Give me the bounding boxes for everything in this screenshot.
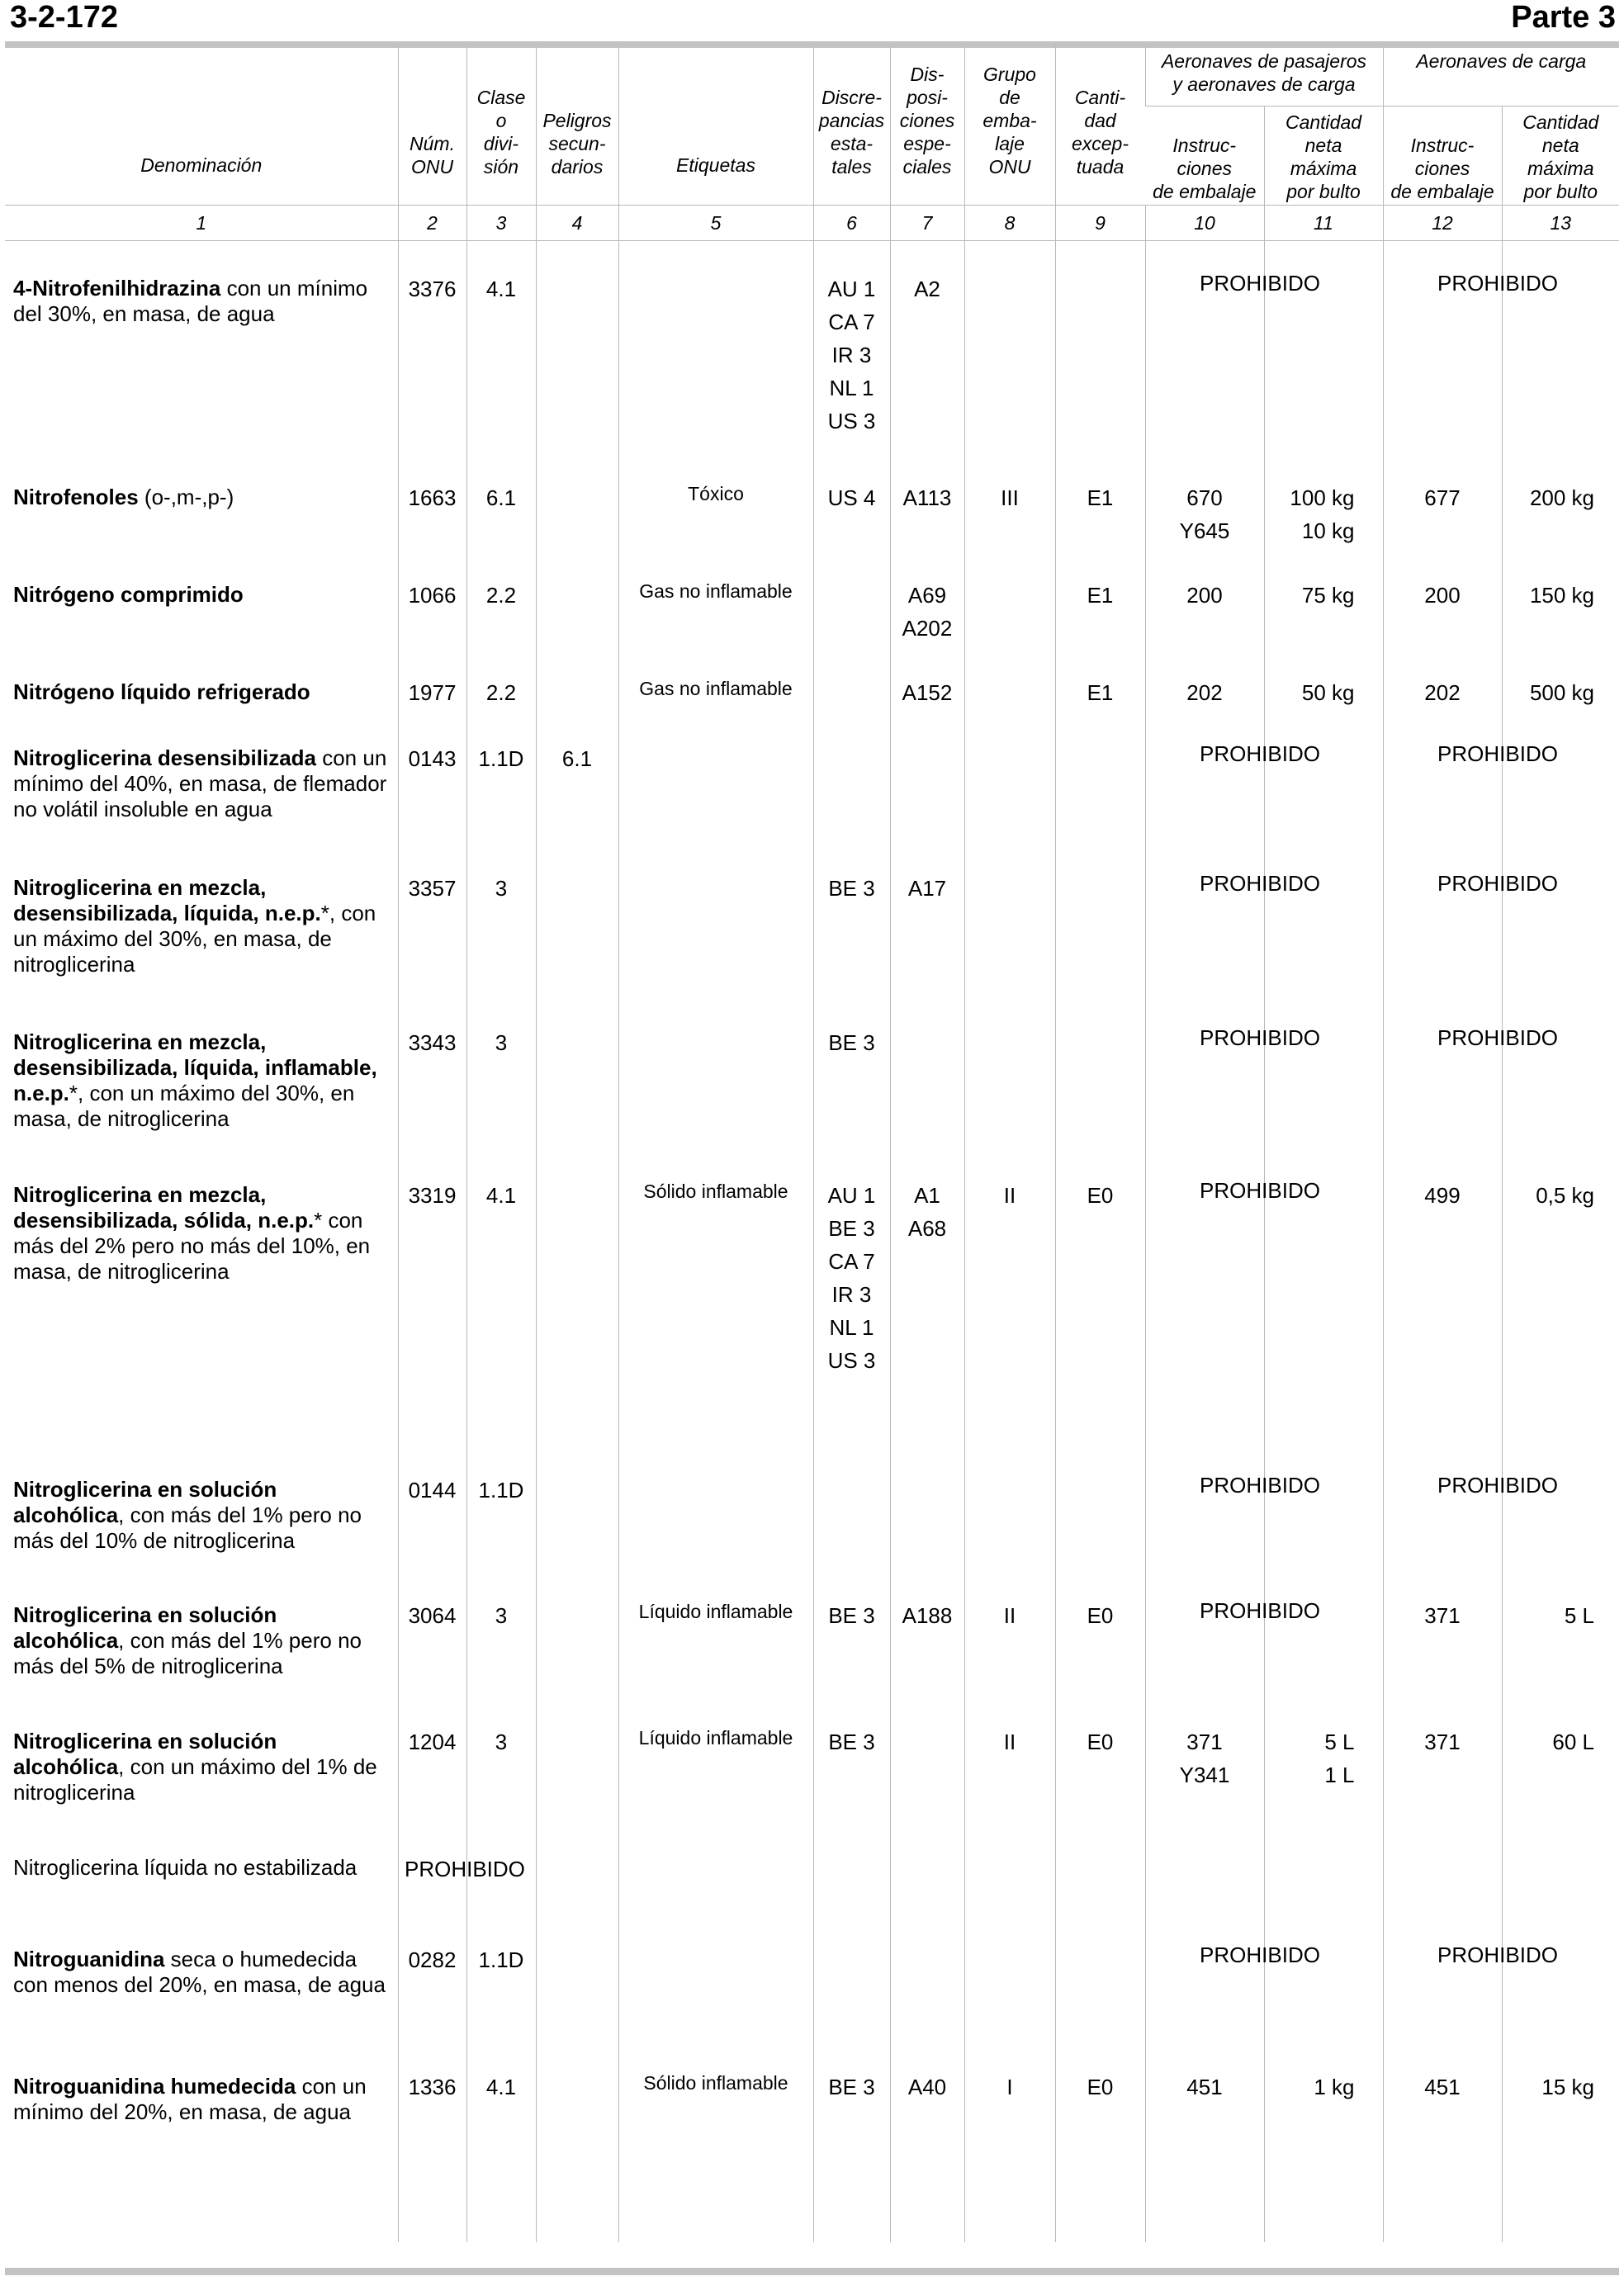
subsidiary-hazard-cell bbox=[536, 840, 618, 995]
onu-cell: 3064 bbox=[398, 1568, 466, 1694]
passenger-instruction-cell: 202 bbox=[1145, 645, 1264, 711]
header-denominacion: Denominación bbox=[5, 46, 398, 205]
class-cell: 3 bbox=[466, 1568, 536, 1694]
packing-group-cell: II bbox=[964, 1694, 1055, 1820]
special-provision-cell bbox=[890, 1442, 964, 1568]
cargo-quantity-cell: 200 kg bbox=[1502, 450, 1619, 547]
cargo-quantity-cell: 150 kg bbox=[1502, 547, 1619, 645]
packing-group-cell bbox=[964, 1820, 1055, 1912]
header-pass-cantidad: Cantidad neta máxima por bulto bbox=[1264, 106, 1383, 205]
packing-group-cell bbox=[964, 995, 1055, 1148]
packing-group-cell bbox=[964, 1912, 1055, 2039]
cargo-instruction-cell: 451 bbox=[1383, 2039, 1502, 2242]
header-cargo-instrucciones: Instruc- ciones de embalaje bbox=[1383, 106, 1502, 205]
denominacion-cell bbox=[5, 240, 398, 450]
denominacion-cell bbox=[5, 2039, 398, 2242]
packing-group-cell bbox=[964, 711, 1055, 840]
onu-cell: 1336 bbox=[398, 2039, 466, 2242]
onu-cell: 3357 bbox=[398, 840, 466, 995]
special-provision-cell: A1 A68 bbox=[890, 1148, 964, 1442]
state-variation-cell bbox=[813, 1820, 890, 1912]
state-variation-cell: US 4 bbox=[813, 450, 890, 547]
substance-description: Nitroglicerina líquida no estabilizada bbox=[13, 1855, 357, 1880]
header-cargo-cantidad: Cantidad neta máxima por bulto bbox=[1502, 106, 1619, 205]
packing-group-cell bbox=[964, 240, 1055, 450]
denominacion-cell bbox=[5, 645, 398, 711]
onu-cell: 3319 bbox=[398, 1148, 466, 1442]
special-provision-cell bbox=[890, 711, 964, 840]
subsidiary-hazard-cell bbox=[536, 547, 618, 645]
packing-group-cell: III bbox=[964, 450, 1055, 547]
passenger-prohibido: PROHIBIDO bbox=[1200, 741, 1320, 766]
header-num-onu: Núm. ONU bbox=[398, 46, 466, 205]
passenger-quantity-cell bbox=[1264, 840, 1383, 995]
substance-name: 4-Nitrofenilhidrazina bbox=[13, 275, 221, 301]
column-number: 13 bbox=[1502, 205, 1619, 240]
passenger-prohibido: PROHIBIDO bbox=[1200, 1473, 1320, 1498]
table-row bbox=[5, 1148, 1619, 1442]
passenger-quantity-cell bbox=[1264, 1820, 1383, 1912]
onu-cell: 3376 bbox=[398, 240, 466, 450]
cargo-prohibido: PROHIBIDO bbox=[1437, 1473, 1558, 1498]
cargo-prohibido: PROHIBIDO bbox=[1437, 871, 1558, 896]
substance-description: (o-,m-,p-) bbox=[138, 485, 234, 509]
cargo-quantity-cell bbox=[1502, 1820, 1619, 1912]
table-body bbox=[5, 240, 1619, 2242]
bottom-rule bbox=[5, 2268, 1619, 2275]
substance-name: Nitrógeno líquido refrigerado bbox=[13, 679, 310, 704]
substance-name: Nitroglicerina en solución alcohólica bbox=[13, 1602, 277, 1653]
passenger-instruction-cell: 200 bbox=[1145, 547, 1264, 645]
onu-cell: 0144 bbox=[398, 1442, 466, 1568]
cargo-instruction-cell bbox=[1383, 1820, 1502, 1912]
cargo-instruction-cell: 677 bbox=[1383, 450, 1502, 547]
passenger-quantity-cell: 50 kg bbox=[1264, 645, 1383, 711]
denominacion-cell bbox=[5, 1442, 398, 1568]
special-provision-cell bbox=[890, 995, 964, 1148]
table-row bbox=[5, 450, 1619, 547]
header-peligros: Peligros secun- darios bbox=[536, 46, 618, 205]
packing-group-cell bbox=[964, 840, 1055, 995]
page-code: 3-2-172 bbox=[10, 0, 118, 35]
cargo-quantity-cell: 60 L bbox=[1502, 1694, 1619, 1820]
denominacion-cell bbox=[5, 1568, 398, 1694]
denominacion-cell bbox=[5, 1912, 398, 2039]
substance-name: Nitroglicerina desensibilizada bbox=[13, 745, 316, 770]
state-variation-cell: BE 3 bbox=[813, 2039, 890, 2242]
cargo-quantity-cell bbox=[1502, 1912, 1619, 2039]
denominacion-cell bbox=[5, 995, 398, 1148]
column-number: 3 bbox=[466, 205, 536, 240]
special-provision-cell: A113 bbox=[890, 450, 964, 547]
packing-group-cell bbox=[964, 547, 1055, 645]
table-row bbox=[5, 711, 1619, 840]
passenger-prohibido: PROHIBIDO bbox=[1200, 271, 1320, 296]
passenger-instruction-cell: 451 bbox=[1145, 2039, 1264, 2242]
state-variation-cell bbox=[813, 1442, 890, 1568]
excepted-quantity-cell: E0 bbox=[1055, 1694, 1145, 1820]
label-cell bbox=[618, 240, 813, 450]
label-cell: Sólido inflamable bbox=[618, 2039, 813, 2242]
onu-cell: 0282 bbox=[398, 1912, 466, 2039]
subsidiary-hazard-cell bbox=[536, 1694, 618, 1820]
substance-description: con un mínimo del 30%, en masa, de agua bbox=[13, 275, 368, 326]
cargo-quantity-cell: 5 L bbox=[1502, 1568, 1619, 1694]
state-variation-cell bbox=[813, 711, 890, 840]
denominacion-cell bbox=[5, 1148, 398, 1442]
table-row bbox=[5, 547, 1619, 645]
column-number: 12 bbox=[1383, 205, 1502, 240]
special-provision-cell: A69 A202 bbox=[890, 547, 964, 645]
excepted-quantity-cell bbox=[1055, 240, 1145, 450]
subsidiary-hazard-cell bbox=[536, 995, 618, 1148]
subsidiary-hazard-cell bbox=[536, 1568, 618, 1694]
label-cell: Líquido inflamable bbox=[618, 1568, 813, 1694]
class-cell: 1.1D bbox=[466, 1442, 536, 1568]
substance-description: *, con un máximo del 30%, en masa, de nitroglicerina bbox=[13, 901, 376, 977]
header-grupo: Grupo de emba- laje ONU bbox=[964, 46, 1055, 205]
header-cantidad-exceptuada: Canti- dad excep- tuada bbox=[1055, 46, 1145, 205]
cargo-instruction-cell: 202 bbox=[1383, 645, 1502, 711]
column-number: 6 bbox=[813, 205, 890, 240]
packing-group-cell: I bbox=[964, 2039, 1055, 2242]
passenger-prohibido: PROHIBIDO bbox=[1200, 1178, 1320, 1203]
excepted-quantity-cell bbox=[1055, 1912, 1145, 2039]
passenger-prohibido: PROHIBIDO bbox=[1200, 871, 1320, 896]
subsidiary-hazard-cell bbox=[536, 2039, 618, 2242]
class-cell: 2.2 bbox=[466, 645, 536, 711]
cargo-instruction-cell bbox=[1383, 1442, 1502, 1568]
onu-cell: 1204 bbox=[398, 1694, 466, 1820]
excepted-quantity-cell bbox=[1055, 840, 1145, 995]
cargo-prohibido: PROHIBIDO bbox=[1437, 1025, 1558, 1050]
table-row bbox=[5, 1694, 1619, 1820]
passenger-instruction-cell: 670 Y645 bbox=[1145, 450, 1264, 547]
state-variation-cell: AU 1 BE 3 CA 7 IR 3 NL 1 US 3 bbox=[813, 1148, 890, 1442]
column-number: 2 bbox=[398, 205, 466, 240]
special-provision-cell bbox=[890, 1820, 964, 1912]
class-cell: 6.1 bbox=[466, 450, 536, 547]
passenger-quantity-cell bbox=[1264, 1912, 1383, 2039]
onu-cell: 1663 bbox=[398, 450, 466, 547]
dangerous-goods-table bbox=[5, 46, 1619, 2242]
column-number: 11 bbox=[1264, 205, 1383, 240]
table-row bbox=[5, 1912, 1619, 2039]
denominacion-cell bbox=[5, 450, 398, 547]
cargo-instruction-cell bbox=[1383, 995, 1502, 1148]
state-variation-cell: BE 3 bbox=[813, 1568, 890, 1694]
column-number: 10 bbox=[1145, 205, 1264, 240]
special-provision-cell: A17 bbox=[890, 840, 964, 995]
onu-cell: 0143 bbox=[398, 711, 466, 840]
subsidiary-hazard-cell bbox=[536, 1820, 618, 1912]
subsidiary-hazard-cell bbox=[536, 645, 618, 711]
cargo-instruction-cell: 200 bbox=[1383, 547, 1502, 645]
column-number: 9 bbox=[1055, 205, 1145, 240]
label-cell bbox=[618, 840, 813, 995]
cargo-quantity-cell: 0,5 kg bbox=[1502, 1148, 1619, 1442]
passenger-instruction-cell bbox=[1145, 840, 1264, 995]
header-etiquetas: Etiquetas bbox=[618, 46, 813, 205]
label-cell bbox=[618, 1912, 813, 2039]
state-variation-cell: BE 3 bbox=[813, 840, 890, 995]
onu-cell: 1977 bbox=[398, 645, 466, 711]
passenger-instruction-cell: 371 Y341 bbox=[1145, 1694, 1264, 1820]
substance-description: * con más del 2% pero no más del 10%, en masa, de nitroglicerina bbox=[13, 1208, 371, 1284]
header-disposiciones: Dis- posi- ciones espe- ciales bbox=[890, 46, 964, 205]
cargo-instruction-cell: 371 bbox=[1383, 1568, 1502, 1694]
column-number: 4 bbox=[536, 205, 618, 240]
excepted-quantity-cell bbox=[1055, 995, 1145, 1148]
label-cell: Gas no inflamable bbox=[618, 547, 813, 645]
label-cell: Tóxico bbox=[618, 450, 813, 547]
class-cell: 1.1D bbox=[466, 711, 536, 840]
packing-group-cell: II bbox=[964, 1148, 1055, 1442]
label-cell bbox=[618, 1442, 813, 1568]
cargo-instruction-cell bbox=[1383, 711, 1502, 840]
excepted-quantity-cell bbox=[1055, 1442, 1145, 1568]
subsidiary-hazard-cell bbox=[536, 1442, 618, 1568]
table-row bbox=[5, 1442, 1619, 1568]
onu-cell: 3343 bbox=[398, 995, 466, 1148]
cargo-quantity-cell bbox=[1502, 840, 1619, 995]
denominacion-cell bbox=[5, 1820, 398, 1912]
class-cell: 3 bbox=[466, 995, 536, 1148]
passenger-instruction-cell bbox=[1145, 711, 1264, 840]
denominacion-cell bbox=[5, 711, 398, 840]
cargo-quantity-cell bbox=[1502, 1442, 1619, 1568]
header-pass-instrucciones: Instruc- ciones de embalaje bbox=[1145, 106, 1264, 205]
passenger-instruction-cell bbox=[1145, 1568, 1264, 1694]
class-cell: 4.1 bbox=[466, 2039, 536, 2242]
special-provision-cell bbox=[890, 1694, 964, 1820]
column-number: 7 bbox=[890, 205, 964, 240]
class-cell: 4.1 bbox=[466, 1148, 536, 1442]
packing-group-cell bbox=[964, 645, 1055, 711]
state-variation-cell bbox=[813, 645, 890, 711]
label-cell: Líquido inflamable bbox=[618, 1694, 813, 1820]
cargo-prohibido: PROHIBIDO bbox=[1437, 741, 1558, 766]
header-pasajeros-group: Aeronaves de pasajeros y aeronaves de carga bbox=[1145, 46, 1383, 106]
substance-description: *, con un máximo del 30%, en masa, de nitroglicerina bbox=[13, 1081, 355, 1131]
class-cell: 3 bbox=[466, 840, 536, 995]
onu-cell: 1066 bbox=[398, 547, 466, 645]
label-cell: Sólido inflamable bbox=[618, 1148, 813, 1442]
subsidiary-hazard-cell bbox=[536, 450, 618, 547]
class-cell: 1.1D bbox=[466, 1912, 536, 2039]
cargo-prohibido: PROHIBIDO bbox=[1437, 1943, 1558, 1967]
excepted-quantity-cell bbox=[1055, 1820, 1145, 1912]
column-number: 5 bbox=[618, 205, 813, 240]
packing-group-cell bbox=[964, 1442, 1055, 1568]
subsidiary-hazard-cell bbox=[536, 240, 618, 450]
class-cell: 4.1 bbox=[466, 240, 536, 450]
substance-name: Nitrógeno comprimido bbox=[13, 582, 244, 607]
special-provision-cell: A152 bbox=[890, 645, 964, 711]
passenger-instruction-cell bbox=[1145, 1820, 1264, 1912]
state-variation-cell bbox=[813, 547, 890, 645]
cargo-instruction-cell: 499 bbox=[1383, 1148, 1502, 1442]
passenger-quantity-cell bbox=[1264, 1442, 1383, 1568]
cargo-instruction-cell: 371 bbox=[1383, 1694, 1502, 1820]
table-row bbox=[5, 995, 1619, 1148]
substance-name: Nitroglicerina en solución alcohólica bbox=[13, 1729, 277, 1779]
excepted-quantity-cell: E0 bbox=[1055, 1148, 1145, 1442]
special-provision-cell: A40 bbox=[890, 2039, 964, 2242]
special-provision-cell bbox=[890, 1912, 964, 2039]
special-provision-cell: A2 bbox=[890, 240, 964, 450]
substance-description: con un mínimo del 20%, en masa, de agua bbox=[13, 2074, 367, 2124]
substance-name: Nitroglicerina en mezcla, desensibilizada, líquida, inflamable, n.e.p. bbox=[13, 1029, 377, 1105]
class-cell: 2.2 bbox=[466, 547, 536, 645]
state-variation-cell bbox=[813, 1912, 890, 2039]
table-row bbox=[5, 2039, 1619, 2242]
part-label: Parte 3 bbox=[1511, 0, 1616, 35]
table-row bbox=[5, 240, 1619, 450]
excepted-quantity-cell: E1 bbox=[1055, 450, 1145, 547]
passenger-quantity-cell bbox=[1264, 1568, 1383, 1694]
denominacion-cell bbox=[5, 547, 398, 645]
cargo-instruction-cell bbox=[1383, 1912, 1502, 2039]
label-cell bbox=[618, 711, 813, 840]
excepted-quantity-cell: E1 bbox=[1055, 645, 1145, 711]
subsidiary-hazard-cell bbox=[536, 1912, 618, 2039]
table-row bbox=[5, 645, 1619, 711]
subsidiary-hazard-cell bbox=[536, 1148, 618, 1442]
packing-group-cell: II bbox=[964, 1568, 1055, 1694]
state-variation-cell: BE 3 bbox=[813, 1694, 890, 1820]
passenger-quantity-cell: 75 kg bbox=[1264, 547, 1383, 645]
prohibido-text: PROHIBIDO bbox=[405, 1857, 525, 1881]
substance-name: Nitroguanidina bbox=[13, 1947, 165, 1971]
substance-description: , con un máximo del 1% de nitroglicerina bbox=[13, 1754, 377, 1805]
cargo-quantity-cell: 15 kg bbox=[1502, 2039, 1619, 2242]
substance-description: , con más del 1% pero no más del 5% de nitroglicerina bbox=[13, 1628, 362, 1678]
substance-name: Nitroglicerina en mezcla, desensibilizada, sólida, n.e.p. bbox=[13, 1182, 315, 1233]
table-row bbox=[5, 840, 1619, 995]
substance-description: seca o humedecida con menos del 20%, en masa, de agua bbox=[13, 1947, 386, 1997]
state-variation-cell: BE 3 bbox=[813, 995, 890, 1148]
substance-name: Nitroglicerina en mezcla, desensibilizada, líquida, n.e.p. bbox=[13, 875, 321, 925]
passenger-instruction-cell bbox=[1145, 1442, 1264, 1568]
passenger-instruction-cell bbox=[1145, 1912, 1264, 2039]
label-cell bbox=[618, 995, 813, 1148]
cargo-instruction-cell bbox=[1383, 840, 1502, 995]
substance-name: Nitroguanidina humedecida bbox=[13, 2074, 296, 2099]
passenger-quantity-cell bbox=[1264, 711, 1383, 840]
excepted-quantity-cell: E1 bbox=[1055, 547, 1145, 645]
cargo-prohibido: PROHIBIDO bbox=[1437, 271, 1558, 296]
excepted-quantity-cell: E0 bbox=[1055, 1568, 1145, 1694]
cargo-quantity-cell: 500 kg bbox=[1502, 645, 1619, 711]
state-variation-cell: AU 1 CA 7 IR 3 NL 1 US 3 bbox=[813, 240, 890, 450]
passenger-quantity-cell: 1 kg bbox=[1264, 2039, 1383, 2242]
cargo-quantity-cell bbox=[1502, 995, 1619, 1148]
passenger-instruction-cell bbox=[1145, 995, 1264, 1148]
table-row bbox=[5, 1568, 1619, 1694]
table-row bbox=[5, 1820, 1619, 1912]
substance-name: Nitrofenoles bbox=[13, 485, 139, 509]
header-discrepancias: Discre- pancias esta- tales bbox=[813, 46, 890, 205]
label-cell bbox=[618, 1820, 813, 1912]
special-provision-cell: A188 bbox=[890, 1568, 964, 1694]
substance-description: , con más del 1% pero no más del 10% de nitroglicerina bbox=[13, 1503, 362, 1553]
denominacion-cell bbox=[5, 840, 398, 995]
excepted-quantity-cell bbox=[1055, 711, 1145, 840]
column-number: 8 bbox=[964, 205, 1055, 240]
header-clase: Clase o divi- sión bbox=[466, 46, 536, 205]
passenger-prohibido: PROHIBIDO bbox=[1200, 1025, 1320, 1050]
header-carga-group: Aeronaves de carga bbox=[1383, 46, 1619, 106]
column-number: 1 bbox=[5, 205, 398, 240]
subsidiary-hazard-cell: 6.1 bbox=[536, 711, 618, 840]
denominacion-cell bbox=[5, 1694, 398, 1820]
cargo-quantity-cell bbox=[1502, 711, 1619, 840]
passenger-quantity-cell: 100 kg 10 kg bbox=[1264, 450, 1383, 547]
passenger-quantity-cell bbox=[1264, 995, 1383, 1148]
label-cell: Gas no inflamable bbox=[618, 645, 813, 711]
passenger-quantity-cell: 5 L 1 L bbox=[1264, 1694, 1383, 1820]
passenger-prohibido: PROHIBIDO bbox=[1200, 1598, 1320, 1623]
excepted-quantity-cell: E0 bbox=[1055, 2039, 1145, 2242]
class-cell: 3 bbox=[466, 1694, 536, 1820]
substance-name: Nitroglicerina en solución alcohólica bbox=[13, 1477, 277, 1527]
passenger-prohibido: PROHIBIDO bbox=[1200, 1943, 1320, 1967]
substance-description: con un mínimo del 40%, en masa, de flemador no volátil insoluble en agua bbox=[13, 745, 387, 821]
